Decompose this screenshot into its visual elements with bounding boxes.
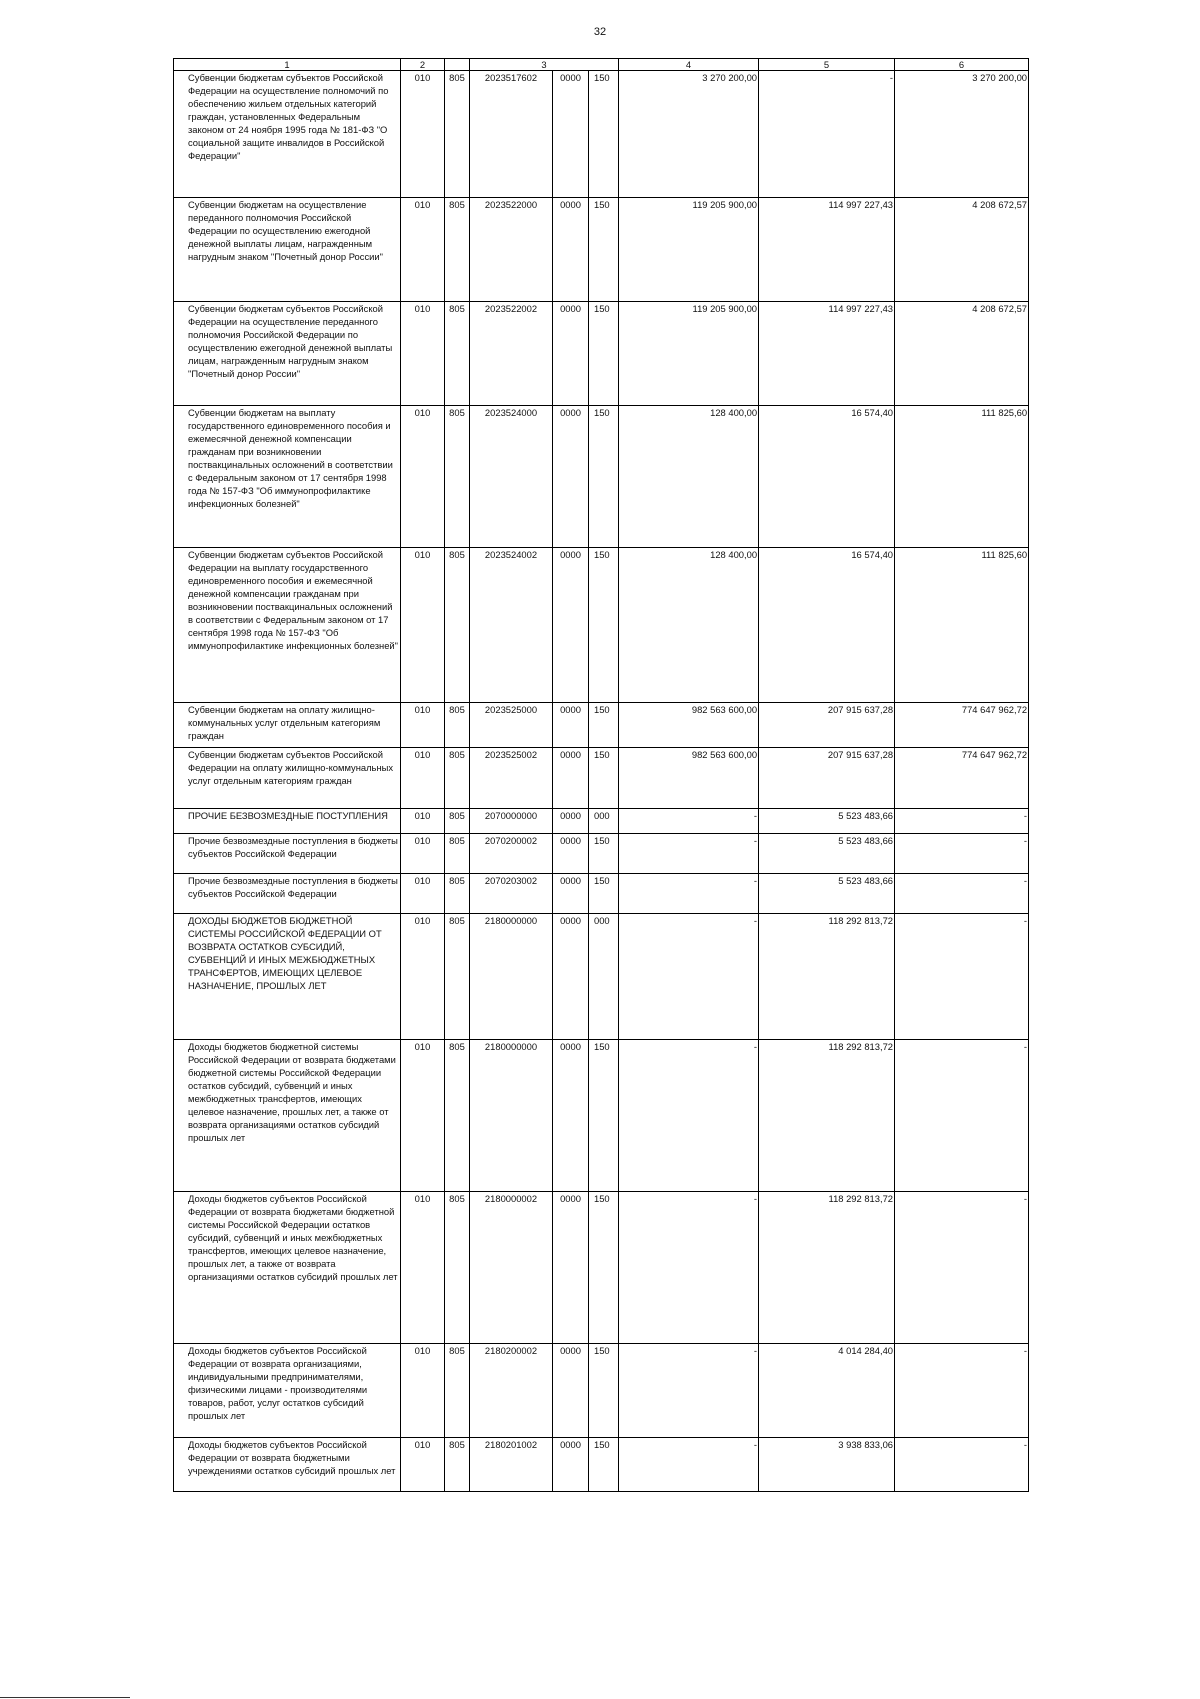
row-section-code: 805: [445, 809, 470, 834]
row-admin-code: 010: [401, 809, 445, 834]
row-unexecuted-amount: -: [895, 914, 1029, 1040]
row-unexecuted-amount: -: [895, 809, 1029, 834]
budget-table: [173, 58, 1029, 1492]
row-approved-amount: -: [619, 1192, 759, 1344]
row-section-code: 805: [445, 834, 470, 874]
row-program-code: 0000: [553, 809, 589, 834]
row-unexecuted-amount: 774 647 962,72: [895, 748, 1029, 809]
row-program-code: 0000: [553, 874, 589, 914]
row-executed-amount: 5 523 483,66: [759, 874, 895, 914]
row-executed-amount: 207 915 637,28: [759, 748, 895, 809]
table-row: [174, 406, 1029, 548]
row-program-code: 0000: [553, 1438, 589, 1492]
row-section-code: 805: [445, 1192, 470, 1344]
row-admin-code: 010: [401, 748, 445, 809]
row-income-code: 2023522000: [470, 198, 553, 302]
table-row: [174, 748, 1029, 809]
row-income-code: 2070203002: [470, 874, 553, 914]
row-unexecuted-amount: 111 825,60: [895, 548, 1029, 703]
row-income-code: 2180000000: [470, 1040, 553, 1192]
header-col-4: 4: [619, 59, 759, 71]
row-section-code: 805: [445, 406, 470, 548]
table-row: [174, 548, 1029, 703]
scan-edge-line: [0, 1697, 130, 1698]
row-approved-amount: -: [619, 914, 759, 1040]
row-name: Субвенции бюджетам субъектов Российской Федерации на оплату жилищно-коммунальных услуг отдельным категориям граждан: [174, 748, 401, 809]
row-kind-code: 000: [589, 809, 619, 834]
row-admin-code: 010: [401, 406, 445, 548]
row-section-code: 805: [445, 1344, 470, 1438]
row-unexecuted-amount: -: [895, 1040, 1029, 1192]
row-income-code: 2023525000: [470, 703, 553, 748]
row-admin-code: 010: [401, 874, 445, 914]
header-col-1: 1: [174, 59, 401, 71]
row-name: ПРОЧИЕ БЕЗВОЗМЕЗДНЫЕ ПОСТУПЛЕНИЯ: [174, 809, 401, 834]
row-income-code: 2180200002: [470, 1344, 553, 1438]
table-row: [174, 71, 1029, 198]
table-row: [174, 703, 1029, 748]
row-section-code: 805: [445, 1438, 470, 1492]
row-unexecuted-amount: 3 270 200,00: [895, 71, 1029, 198]
row-section-code: 805: [445, 548, 470, 703]
header-col-3: 3: [470, 59, 619, 71]
row-executed-amount: 4 014 284,40: [759, 1344, 895, 1438]
row-name: Доходы бюджетов бюджетной системы Российской Федерации от возврата бюджетами бюджетной системы Российской Федерации остатков субсидий, субвенций и иных межбюджетных трансфертов, имеющих целевое назначение, прошлых лет, а также от возврата организациями остатков субсидий прошлых лет: [174, 1040, 401, 1192]
row-admin-code: 010: [401, 1192, 445, 1344]
row-approved-amount: 982 563 600,00: [619, 703, 759, 748]
row-kind-code: 150: [589, 406, 619, 548]
row-program-code: 0000: [553, 1192, 589, 1344]
table-row: [174, 302, 1029, 406]
row-approved-amount: 3 270 200,00: [619, 71, 759, 198]
row-kind-code: 150: [589, 1040, 619, 1192]
row-income-code: 2023524000: [470, 406, 553, 548]
row-income-code: 2023522002: [470, 302, 553, 406]
row-admin-code: 010: [401, 1438, 445, 1492]
row-section-code: 805: [445, 914, 470, 1040]
row-executed-amount: 118 292 813,72: [759, 1192, 895, 1344]
row-kind-code: 150: [589, 302, 619, 406]
row-kind-code: 150: [589, 548, 619, 703]
row-name: Субвенции бюджетам на выплату государственного единовременного пособия и ежемесячной денежной компенсации гражданам при возникновении поствакцинальных осложнений в соответствии с Федеральным законом от 17 сентября 1998 года № 157-ФЗ "Об иммунопрофилактике инфекционных болезней": [174, 406, 401, 548]
page-number: 32: [593, 26, 607, 38]
row-section-code: 805: [445, 703, 470, 748]
row-unexecuted-amount: 4 208 672,57: [895, 302, 1029, 406]
row-program-code: 0000: [553, 548, 589, 703]
row-name: Субвенции бюджетам субъектов Российской Федерации на выплату государственного единовременного пособия и ежемесячной денежной компенсации гражданам при возникновении поствакцинальных осложнений в соответствии с Федеральным законом от 17 сентября 1998 года № 157-ФЗ "Об иммунопрофилактике инфекционных болезней": [174, 548, 401, 703]
table-row: [174, 914, 1029, 1040]
row-name: Доходы бюджетов субъектов Российской Федерации от возврата бюджетами бюджетной системы Российской Федерации остатков субсидий, субвенций и иных межбюджетных трансфертов, имеющих целевое назначение, прошлых лет, а также от возврата организациями остатков субсидий прошлых лет: [174, 1192, 401, 1344]
row-admin-code: 010: [401, 302, 445, 406]
row-program-code: 0000: [553, 703, 589, 748]
row-executed-amount: 16 574,40: [759, 548, 895, 703]
table-row: [174, 198, 1029, 302]
row-approved-amount: -: [619, 1438, 759, 1492]
row-program-code: 0000: [553, 406, 589, 548]
row-program-code: 0000: [553, 914, 589, 1040]
row-income-code: 2023525002: [470, 748, 553, 809]
row-admin-code: 010: [401, 1344, 445, 1438]
row-kind-code: 150: [589, 1438, 619, 1492]
row-kind-code: 150: [589, 748, 619, 809]
row-kind-code: 150: [589, 1192, 619, 1344]
row-name: Прочие безвозмездные поступления в бюджеты субъектов Российской Федерации: [174, 834, 401, 874]
row-income-code: 2070200002: [470, 834, 553, 874]
row-executed-amount: 16 574,40: [759, 406, 895, 548]
row-kind-code: 150: [589, 703, 619, 748]
row-section-code: 805: [445, 874, 470, 914]
row-unexecuted-amount: -: [895, 1344, 1029, 1438]
row-program-code: 0000: [553, 834, 589, 874]
row-section-code: 805: [445, 71, 470, 198]
row-unexecuted-amount: 4 208 672,57: [895, 198, 1029, 302]
row-income-code: 2180201002: [470, 1438, 553, 1492]
row-section-code: 805: [445, 198, 470, 302]
row-admin-code: 010: [401, 198, 445, 302]
row-kind-code: 150: [589, 71, 619, 198]
row-section-code: 805: [445, 302, 470, 406]
row-approved-amount: 128 400,00: [619, 548, 759, 703]
row-executed-amount: 114 997 227,43: [759, 302, 895, 406]
row-kind-code: 150: [589, 874, 619, 914]
row-name: Субвенции бюджетам на осуществление переданного полномочия Российской Федерации по осуществлению ежегодной денежной выплаты лицам, награжденным нагрудным знаком "Почетный донор России": [174, 198, 401, 302]
row-approved-amount: -: [619, 809, 759, 834]
row-executed-amount: 5 523 483,66: [759, 809, 895, 834]
row-program-code: 0000: [553, 748, 589, 809]
row-executed-amount: 5 523 483,66: [759, 834, 895, 874]
table-row: [174, 809, 1029, 834]
table-row: [174, 1192, 1029, 1344]
row-admin-code: 010: [401, 914, 445, 1040]
row-unexecuted-amount: 774 647 962,72: [895, 703, 1029, 748]
table-row: [174, 874, 1029, 914]
row-kind-code: 150: [589, 1344, 619, 1438]
row-approved-amount: -: [619, 1344, 759, 1438]
row-admin-code: 010: [401, 548, 445, 703]
table-row: [174, 1344, 1029, 1438]
header-col-6: 6: [895, 59, 1029, 71]
row-unexecuted-amount: -: [895, 1192, 1029, 1344]
row-approved-amount: -: [619, 874, 759, 914]
row-approved-amount: 128 400,00: [619, 406, 759, 548]
row-program-code: 0000: [553, 198, 589, 302]
row-name: Субвенции бюджетам субъектов Российской Федерации на осуществление полномочий по обеспечению жильем отдельных категорий граждан, установленных Федеральным законом от 24 ноября 1995 года № 181-ФЗ "О социальной защите инвалидов в Российской Федерации": [174, 71, 401, 198]
row-unexecuted-amount: -: [895, 1438, 1029, 1492]
row-income-code: 2070000000: [470, 809, 553, 834]
row-approved-amount: -: [619, 834, 759, 874]
row-name: Доходы бюджетов субъектов Российской Федерации от возврата организациями, индивидуальными предпринимателями, физическими лицами - производителями товаров, работ, услуг остатков субсидий прошлых лет: [174, 1344, 401, 1438]
row-name: Доходы бюджетов субъектов Российской Федерации от возврата бюджетными учреждениями остатков субсидий прошлых лет: [174, 1438, 401, 1492]
row-approved-amount: 119 205 900,00: [619, 302, 759, 406]
table-row: [174, 1438, 1029, 1492]
header-col-5: 5: [759, 59, 895, 71]
header-row: [174, 59, 1029, 71]
row-income-code: 2023517602: [470, 71, 553, 198]
row-program-code: 0000: [553, 71, 589, 198]
row-program-code: 0000: [553, 302, 589, 406]
row-name: Прочие безвозмездные поступления в бюджеты субъектов Российской Федерации: [174, 874, 401, 914]
header-col-2: 2: [401, 59, 445, 71]
row-admin-code: 010: [401, 1040, 445, 1192]
row-executed-amount: 207 915 637,28: [759, 703, 895, 748]
row-kind-code: 000: [589, 914, 619, 1040]
row-approved-amount: -: [619, 1040, 759, 1192]
row-unexecuted-amount: -: [895, 874, 1029, 914]
table-row: [174, 834, 1029, 874]
row-section-code: 805: [445, 1040, 470, 1192]
row-income-code: 2180000000: [470, 914, 553, 1040]
row-kind-code: 150: [589, 198, 619, 302]
row-program-code: 0000: [553, 1040, 589, 1192]
row-program-code: 0000: [553, 1344, 589, 1438]
row-name: ДОХОДЫ БЮДЖЕТОВ БЮДЖЕТНОЙ СИСТЕМЫ РОССИЙСКОЙ ФЕДЕРАЦИИ ОТ ВОЗВРАТА ОСТАТКОВ СУБСИДИЙ, СУБВЕНЦИЙ И ИНЫХ МЕЖБЮДЖЕТНЫХ ТРАНСФЕРТОВ, ИМЕЮЩИХ ЦЕЛЕВОЕ НАЗНАЧЕНИЕ, ПРОШЛЫХ ЛЕТ: [174, 914, 401, 1040]
row-income-code: 2023524002: [470, 548, 553, 703]
row-approved-amount: 119 205 900,00: [619, 198, 759, 302]
row-name: Субвенции бюджетам субъектов Российской Федерации на осуществление переданного полномочия Российской Федерации по осуществлению ежегодной денежной выплаты лицам, награжденным нагрудным знаком "Почетный донор России": [174, 302, 401, 406]
row-executed-amount: 3 938 833,06: [759, 1438, 895, 1492]
row-unexecuted-amount: -: [895, 834, 1029, 874]
header-col-2-sub: [445, 59, 470, 71]
row-executed-amount: 118 292 813,72: [759, 914, 895, 1040]
row-admin-code: 010: [401, 703, 445, 748]
row-unexecuted-amount: 111 825,60: [895, 406, 1029, 548]
row-executed-amount: -: [759, 71, 895, 198]
table-row: [174, 1040, 1029, 1192]
row-admin-code: 010: [401, 834, 445, 874]
row-name: Субвенции бюджетам на оплату жилищно-коммунальных услуг отдельным категориям граждан: [174, 703, 401, 748]
row-approved-amount: 982 563 600,00: [619, 748, 759, 809]
row-admin-code: 010: [401, 71, 445, 198]
row-executed-amount: 118 292 813,72: [759, 1040, 895, 1192]
row-executed-amount: 114 997 227,43: [759, 198, 895, 302]
row-income-code: 2180000002: [470, 1192, 553, 1344]
row-section-code: 805: [445, 748, 470, 809]
row-kind-code: 150: [589, 834, 619, 874]
